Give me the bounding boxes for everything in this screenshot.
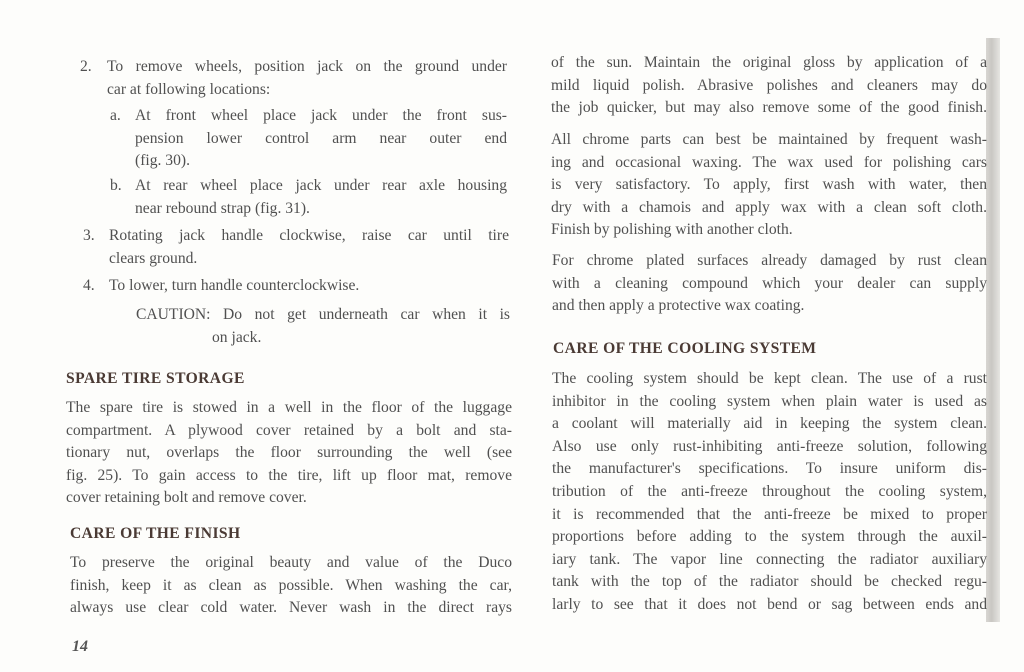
text-line: (fig. 30).	[135, 152, 190, 170]
text-line: ing and occasional waxing. The wax used for polishing cars	[551, 153, 987, 171]
list-marker: 4.	[83, 277, 95, 294]
text-line: pension lower control arm near outer end	[135, 129, 507, 147]
text-line: the job quicker, but may also remove some of the good finish.	[551, 99, 987, 117]
para-3-block	[552, 250, 987, 318]
text-line: To lower, turn handle counterclockwise.	[109, 277, 360, 294]
text-line: finish, keep it as clean as possible. When washing the car,	[70, 576, 512, 594]
page-number: 14	[72, 638, 88, 655]
section-heading-cooling: CARE OF THE COOLING SYSTEM	[553, 340, 817, 357]
step-2a-block	[110, 105, 507, 173]
para-2-block	[551, 129, 987, 242]
cooling-para-block	[552, 368, 987, 617]
caution-block	[136, 304, 510, 349]
spare-para-block	[66, 397, 512, 510]
text-line: compartment. A plywood cover retained by a bolt and sta-	[66, 421, 512, 439]
text-line: Finish by polishing with another cloth.	[551, 221, 793, 239]
finish-para-block	[70, 552, 512, 620]
step-2-block	[80, 56, 507, 101]
text-line: car at following locations:	[107, 80, 271, 98]
text-line: with a cleaning compound which your dealer can supply	[552, 274, 987, 292]
text-line: is very satisfactory. To apply, first wash with water, then	[551, 176, 987, 194]
text-line: larly to see that it does not bend or sag between ends and	[552, 595, 987, 613]
text-line: fig. 25). To gain access to the tire, lift up floor mat, remove	[66, 466, 512, 484]
text-line: a coolant will materially aid in keeping the system clean.	[552, 415, 987, 433]
text-line: of the sun. Maintain the original gloss by application of a	[551, 54, 987, 71]
text-line: tank with the top of the radiator should be checked regu-	[552, 573, 987, 591]
text-line: tionary nut, overlaps the floor surrounding the well (see	[66, 444, 512, 462]
text-line: tribution of the anti-freeze throughout the cooling system,	[552, 482, 987, 500]
list-marker: a.	[110, 107, 121, 124]
text-line: cover retaining bolt and remove cover.	[66, 489, 307, 507]
text-line: The spare tire is stowed in a well in the floor of the luggage	[66, 399, 512, 416]
text-line: To preserve the original beauty and value of the Duco	[70, 554, 512, 571]
text-line: Also use only rust-inhibiting anti-freeze solution, following	[552, 437, 987, 455]
text-line: mild liquid polish. Abrasive polishes and cleaners may do	[551, 76, 987, 94]
step-2b-block	[110, 175, 507, 220]
text-line: At rear wheel place jack under rear axle housing	[135, 177, 507, 194]
text-line: the manufacturer's specifications. To insure uniform dis-	[552, 460, 987, 478]
text-line: proportions before adding to the system through the auxil-	[552, 528, 987, 546]
text-line: always use clear cold water. Never wash in the direct rays	[70, 599, 512, 617]
text-line: inhibitor in the cooling system when plain water is used as	[552, 392, 987, 410]
list-marker: 3.	[83, 227, 95, 244]
section-heading-finish: CARE OF THE FINISH	[70, 525, 241, 542]
list-marker: 2.	[80, 58, 92, 75]
text-line: and then apply a protective wax coating.	[552, 297, 805, 315]
step-4-block	[83, 275, 509, 298]
step-3-block	[83, 225, 509, 270]
para-1-block	[551, 52, 987, 120]
text-line: To remove wheels, position jack on the ground under	[107, 58, 507, 75]
text-line: All chrome parts can best be maintained by frequent wash-	[551, 131, 987, 148]
text-line: The cooling system should be kept clean. The use of a rust	[552, 370, 987, 387]
page-gutter-shadow	[986, 38, 1000, 622]
text-line: Rotating jack handle clockwise, raise car until tire	[109, 227, 509, 244]
text-line: it is recommended that the anti-freeze be mixed to proper	[552, 505, 987, 523]
list-marker: b.	[110, 177, 122, 194]
text-line: on jack.	[212, 328, 262, 346]
text-line: iary tank. The vapor line connecting the radiator auxiliary	[552, 550, 987, 568]
text-line: For chrome plated surfaces already damaged by rust clean	[552, 252, 987, 269]
section-heading-spare-tire: SPARE TIRE STORAGE	[66, 370, 245, 387]
text-line: dry with a chamois and apply wax with a clean soft cloth.	[551, 198, 987, 216]
text-line: clears ground.	[109, 249, 198, 267]
text-line: CAUTION: Do not get underneath car when it is	[136, 306, 510, 323]
text-line: near rebound strap (fig. 31).	[135, 199, 310, 217]
text-line: At front wheel place jack under the front sus-	[135, 107, 507, 124]
